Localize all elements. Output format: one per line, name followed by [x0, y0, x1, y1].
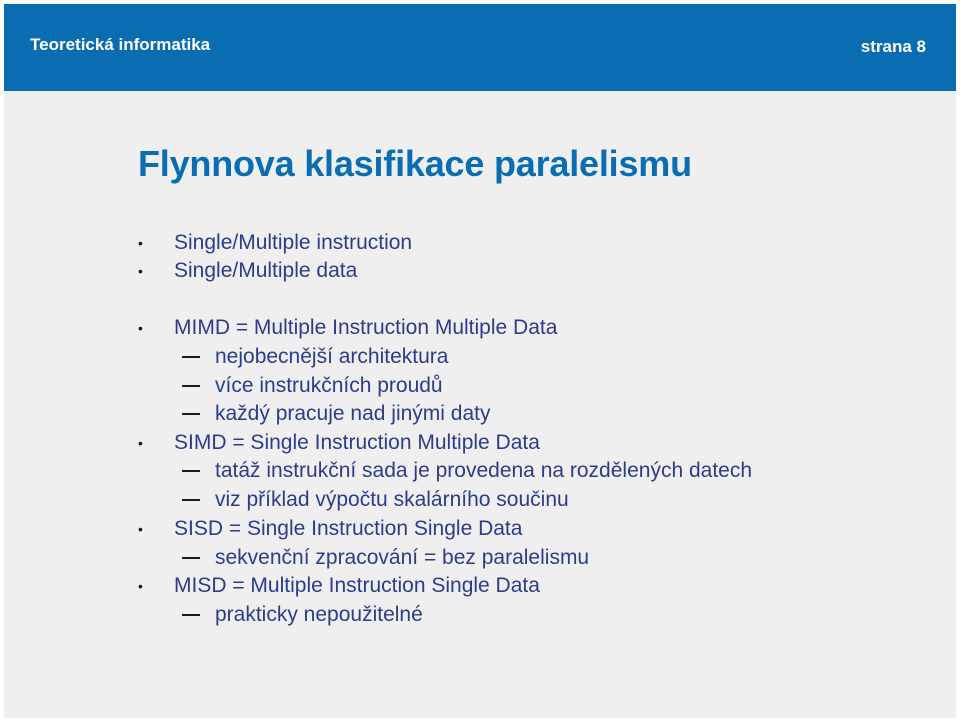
sub-bullet-text: prakticky nepoužitelné — [215, 603, 423, 626]
sub-bullet-text: každý pracuje nad jinými daty — [215, 402, 491, 425]
dash-icon — [182, 557, 200, 559]
dash-icon — [182, 356, 200, 358]
bullet-item — [138, 316, 558, 340]
bullet-text: MIMD = Multiple Instruction Multiple Data — [174, 316, 558, 339]
bullet-dot-icon: • — [138, 235, 143, 251]
slide-content — [4, 91, 956, 718]
slide-title: Flynnova klasifikace paralelismu — [138, 143, 692, 184]
dash-icon — [182, 385, 200, 387]
dash-icon — [182, 499, 200, 501]
bullet-text: MISD = Multiple Instruction Single Data — [174, 574, 540, 597]
bullet-dot-icon: • — [138, 435, 143, 451]
bullet-item — [138, 259, 358, 283]
bullet-dot-icon: • — [138, 521, 143, 537]
sub-bullet-item — [215, 603, 423, 627]
sub-bullet-item — [215, 345, 448, 369]
bullet-text: Single/Multiple data — [174, 259, 358, 282]
sub-bullet-text: sekvenční zpracování = bez paralelismu — [215, 546, 590, 569]
bullet-list — [4, 91, 956, 718]
bullet-item — [138, 231, 413, 255]
bullet-dot-icon: • — [138, 320, 143, 336]
sub-bullet-item — [215, 374, 443, 398]
page-number: strana 8 — [860, 37, 926, 56]
dash-icon — [182, 413, 200, 415]
bullet-item — [138, 517, 523, 541]
dash-icon — [182, 470, 200, 472]
bullet-item — [138, 431, 540, 455]
bullet-text: Single/Multiple instruction — [174, 231, 413, 254]
sub-bullet-item — [215, 546, 589, 570]
sub-bullet-text: tatáž instrukční sada je provedena na rozdělených datech — [215, 459, 753, 482]
sub-bullet-text: více instrukčních proudů — [215, 374, 443, 397]
dash-icon — [182, 614, 200, 616]
sub-bullet-item — [215, 459, 752, 483]
bullet-text: SIMD = Single Instruction Multiple Data — [174, 431, 540, 454]
bullet-dot-icon: • — [138, 263, 143, 279]
bullet-dot-icon: • — [138, 578, 143, 594]
sub-bullet-item — [215, 402, 490, 426]
course-title: Teoretická informatika — [30, 35, 211, 54]
sub-bullet-text: nejobecnější architektura — [215, 345, 449, 368]
sub-bullet-item — [215, 488, 569, 512]
sub-bullet-text: viz příklad výpočtu skalárního součinu — [215, 488, 569, 511]
header-bar — [4, 4, 956, 91]
bullet-item — [138, 574, 540, 598]
bullet-text: SISD = Single Instruction Single Data — [174, 517, 523, 540]
